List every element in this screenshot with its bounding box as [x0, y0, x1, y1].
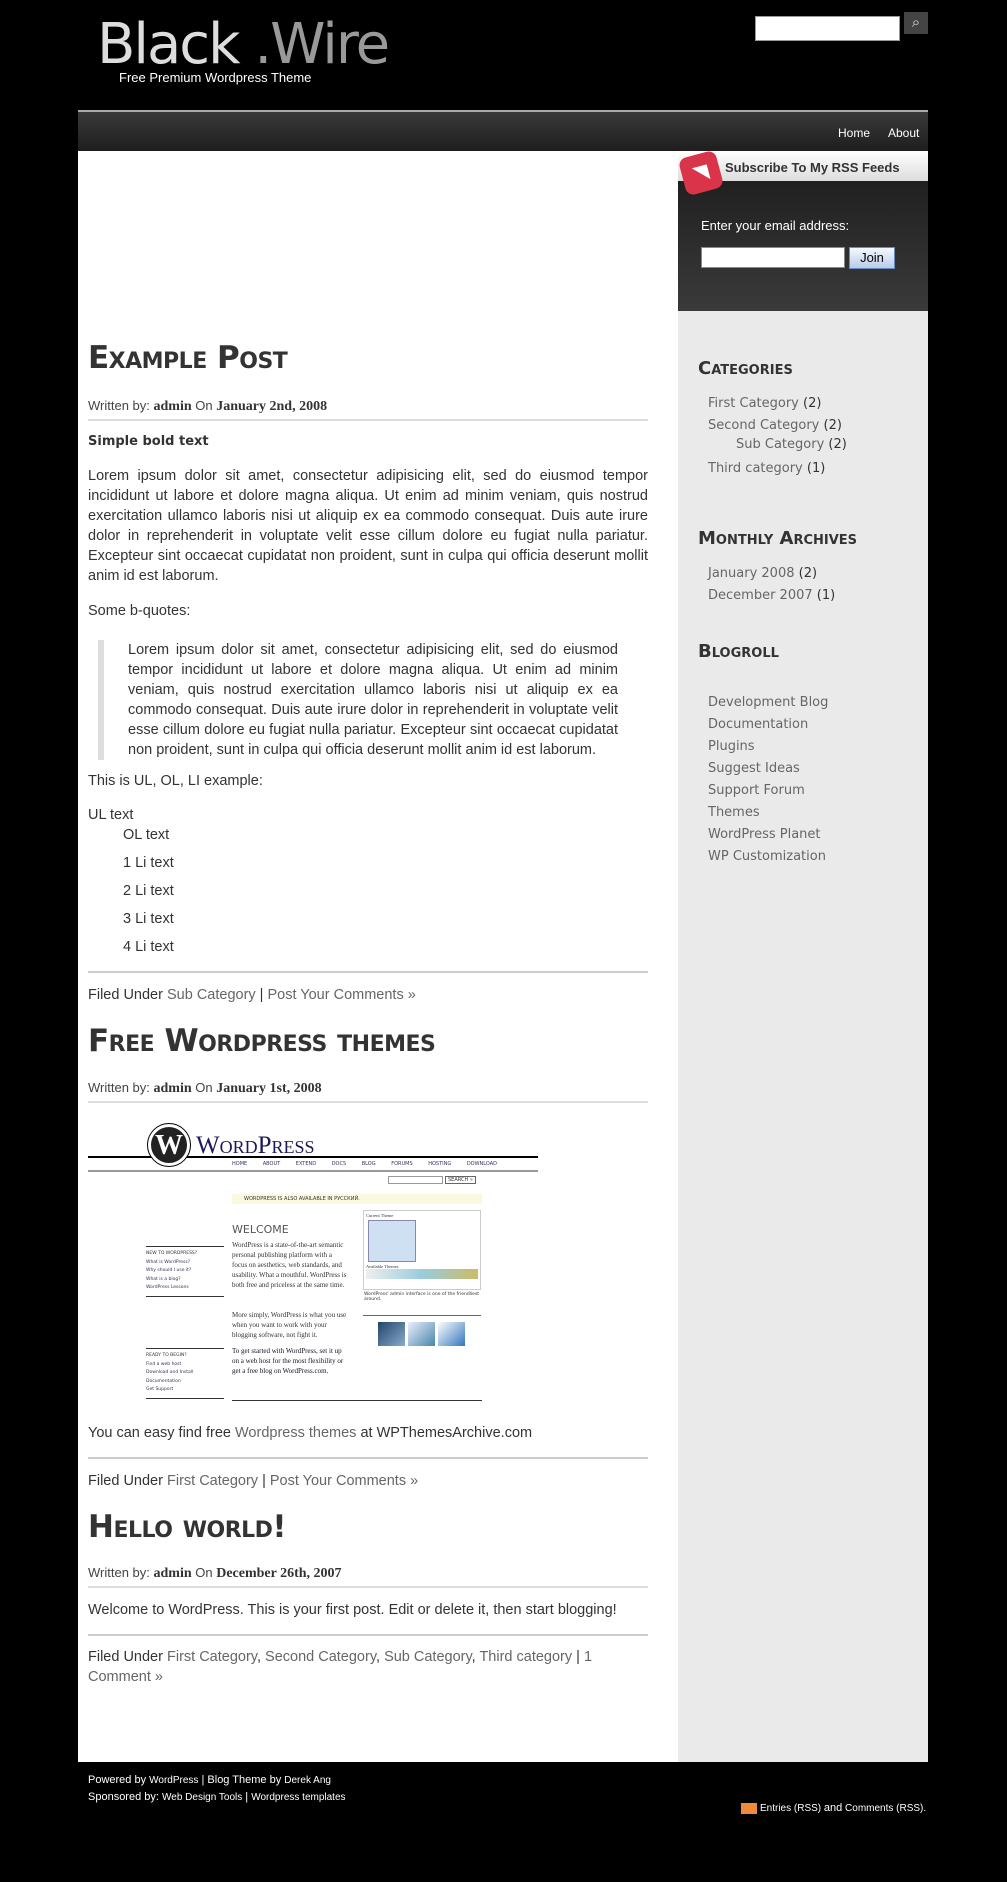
image-link: What is WordPress?: [146, 1259, 191, 1265]
ol-text: OL text: [123, 827, 170, 843]
blogroll-heading: Blogroll: [698, 641, 779, 662]
image-menu-item: DOWNLOAD: [466, 1161, 498, 1167]
post-filed-under: Filed Under First Category | Post Your Comments »: [88, 1473, 419, 1489]
site-logo[interactable]: Black .Wire: [97, 12, 389, 77]
image-link: Find a web host: [146, 1361, 182, 1367]
footer-credits: Powered by WordPress | Blog Theme by Derek Ang Sponsored by: Web Design Tools | Wordpress templates: [88, 1774, 346, 1803]
list-item: 1 Li text: [123, 855, 174, 871]
category-link[interactable]: Second Category: [265, 1649, 376, 1665]
category-item[interactable]: Third category (1): [708, 461, 826, 476]
bquote-label: Some b-quotes:: [88, 603, 191, 619]
rss-feed-icon: [741, 1803, 757, 1814]
nav-bar: [78, 110, 928, 151]
archives-heading: Monthly Archives: [698, 528, 858, 549]
wordpress-link[interactable]: WordPress: [149, 1775, 199, 1786]
blogroll-link[interactable]: Themes: [708, 805, 760, 820]
author-link[interactable]: Derek Ang: [284, 1775, 331, 1786]
list-item: 4 Li text: [123, 939, 174, 955]
image-link: What is a blog?: [146, 1276, 181, 1282]
search-input[interactable]: [755, 16, 900, 41]
image-link: WordPress Lessons: [146, 1285, 189, 1290]
sidebar: [678, 151, 928, 1762]
image-menu-item: FORUMS: [391, 1161, 413, 1167]
image-menu-item: HOSTING: [428, 1161, 452, 1167]
post-text: Welcome to WordPress. This is your first post. Edit or delete it, then start blogging!: [88, 1602, 617, 1618]
image-link: Documentation: [146, 1378, 181, 1384]
comments-link[interactable]: Post Your Comments »: [269, 1473, 419, 1489]
site-tagline: Free Premium Wordpress Theme: [119, 70, 312, 85]
post-text: You can easy find free Wordpress themes at WPThemesArchive.com: [88, 1425, 533, 1441]
post-title[interactable]: Example Post: [88, 340, 288, 376]
archive-item[interactable]: January 2008 (2): [708, 566, 818, 581]
wordpress-themes-link[interactable]: Wordpress themes: [235, 1425, 357, 1441]
wordpress-screenshot-image: W WordPress HOME ABOUT EXTEND DOCS BLOG FORUMS HOSTING DOWNLOAD SEARCH » WORDPRESS IS ALSO AVAILABLE IN РУССКИЙ. WELCOME WordPress is a state-of-the-art semantic personal publishing platform with a focus on aesthetics, web standards, and usability. What a mouthful. WordPress is both free and priceless at the same time. More simply, WordPress is what you use when you want to work with your blogging software, not fight it. To get started with WordPress, set it up on a web host for the most flexibility or get a free blog on WordPress.com. NEW TO WORDPRESS? What is WordPress? Why should I use it? What is a blog? WordPress Lessons READY TO BEGIN? Find a web host Download and Install Documentation Get Support Current Theme Available Themes WordPress' admin interface is one of the friendliest around.: [88, 1122, 538, 1404]
search-icon: ⌕: [911, 14, 921, 31]
search-button[interactable]: [904, 12, 928, 34]
rss-title: Subscribe To My RSS Feeds: [725, 160, 900, 175]
category-item[interactable]: Second Category (2): [708, 418, 842, 433]
image-menu-item: HOME: [232, 1161, 248, 1167]
rss-icon: ◥: [678, 150, 725, 197]
list-label: This is UL, OL, LI example:: [88, 773, 263, 789]
archive-item[interactable]: December 2007 (1): [708, 588, 836, 603]
wordpress-logo-icon: W: [148, 1124, 190, 1166]
list-item: 2 Li text: [123, 883, 174, 899]
ul-text: UL text: [88, 807, 134, 823]
list-item: 3 Li text: [123, 911, 174, 927]
email-input[interactable]: [701, 247, 845, 268]
divider: [88, 1634, 648, 1636]
category-link[interactable]: Sub Category: [384, 1649, 472, 1665]
post-title[interactable]: Free Wordpress themes: [88, 1023, 436, 1059]
blogroll-link[interactable]: WordPress Planet: [708, 827, 821, 842]
category-link[interactable]: Third category: [479, 1649, 573, 1665]
category-link[interactable]: First Category: [166, 1649, 257, 1665]
image-link: Download and Install: [146, 1370, 194, 1375]
blogroll-link[interactable]: Documentation: [708, 717, 809, 732]
post-title[interactable]: Hello world!: [88, 1509, 287, 1545]
email-label: Enter your email address:: [701, 218, 850, 233]
wordpress-templates-link[interactable]: Wordpress templates: [251, 1792, 346, 1803]
post-meta: Written by: admin On January 2nd, 2008: [88, 398, 648, 421]
post-meta: Written by: admin On December 26th, 2007: [88, 1565, 648, 1588]
entries-rss-link[interactable]: Entries (RSS): [760, 1803, 822, 1814]
bold-text: Simple bold text: [88, 434, 209, 449]
footer-rss: Entries (RSS) and Comments (RSS).: [741, 1802, 926, 1814]
blockquote: Lorem ipsum dolor sit amet, consectetur adipisicing elit, sed do eiusmod tempor incididunt ut labore et dolore magna aliqua. Ut enim ad minim veniam, quis nostrud exercitation ullamco laboris nisi ut aliquip ex ea commodo consequat. Duis aute irure dolor in reprehenderit in voluptate velit esse cillum dolore eu fugiat nulla pariatur. Excepteur sint occaecat cupidatat non proident, sunt in culpa qui officia deserunt mollit anim id est laborum.: [98, 640, 618, 760]
comments-link[interactable]: Post Your Comments »: [267, 987, 416, 1003]
comments-rss-link[interactable]: Comments (RSS): [845, 1803, 924, 1814]
image-menu-item: EXTEND: [295, 1161, 317, 1167]
divider: [88, 971, 648, 973]
image-menu-item: BLOG: [361, 1161, 376, 1167]
image-link: Get Support: [146, 1387, 174, 1392]
blogroll-link[interactable]: Support Forum: [708, 783, 805, 798]
blogroll-link[interactable]: Suggest Ideas: [708, 761, 800, 776]
nav-about[interactable]: About: [888, 126, 920, 140]
rss-subscribe-box: [678, 151, 928, 311]
join-button[interactable]: Join: [849, 247, 895, 269]
post-filed-under: Filed Under Sub Category | Post Your Comments »: [88, 987, 416, 1003]
post-meta: Written by: admin On January 1st, 2008: [88, 1080, 648, 1103]
post-filed-under: Filed Under First Category, Second Category, Sub Category, Third category | 1 Comment »: [88, 1649, 593, 1685]
category-link[interactable]: First Category: [166, 1473, 259, 1489]
category-item[interactable]: First Category (2): [708, 396, 822, 411]
nav-home[interactable]: Home: [838, 126, 871, 140]
categories-heading: Categories: [698, 358, 793, 379]
post-paragraph: Lorem ipsum dolor sit amet, consectetur adipisicing elit, sed do eiusmod tempor incididunt ut labore et dolore magna aliqua. Ut enim ad minim veniam, quis nostrud exercitation ullamco laboris nisi ut aliquip ex ea commodo consequat. Duis aute irure dolor in reprehenderit in voluptate velit esse cillum dolore eu fugiat nulla pariatur. Excepteur sint occaecat cupidatat non proident, sunt in culpa qui officia deserunt mollit anim id est laborum.: [88, 468, 648, 584]
blogroll-link[interactable]: WP Customization: [708, 849, 826, 864]
web-design-tools-link[interactable]: Web Design Tools: [162, 1792, 243, 1803]
image-menu-item: DOCS: [331, 1161, 347, 1167]
image-link: Why should I use it?: [146, 1268, 192, 1273]
category-link[interactable]: Sub Category: [166, 987, 256, 1003]
blogroll-link[interactable]: Plugins: [708, 739, 755, 754]
image-menu-item: ABOUT: [262, 1161, 281, 1167]
divider: [88, 1457, 648, 1459]
category-item[interactable]: Sub Category (2): [736, 437, 847, 452]
comments-link[interactable]: 1 Comment »: [88, 1649, 593, 1685]
blogroll-link[interactable]: Development Blog: [708, 695, 829, 710]
